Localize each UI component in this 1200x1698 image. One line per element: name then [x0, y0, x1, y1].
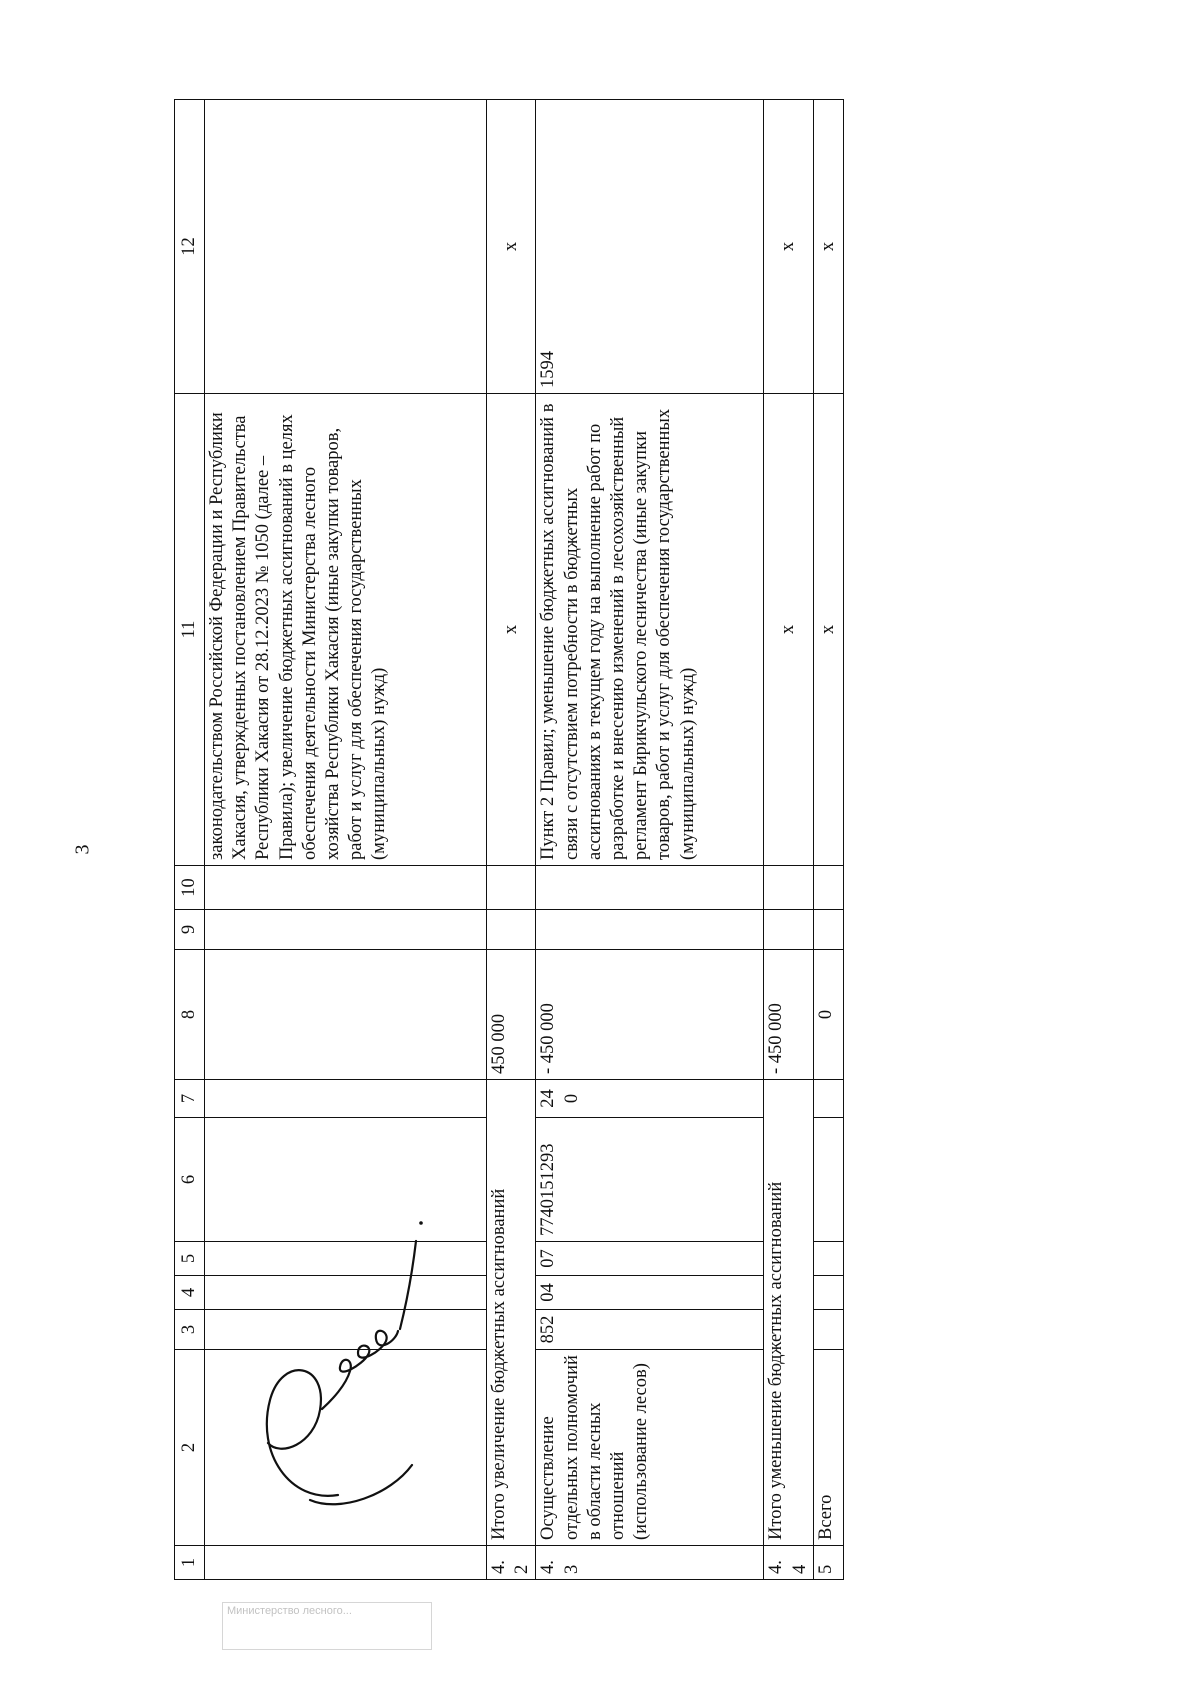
amount-cell: 450 000 [487, 950, 536, 1080]
code-cell: 852 [536, 1310, 764, 1350]
table-row [813, 100, 843, 1580]
header-cell: 3 [175, 1310, 205, 1350]
justification-cell: х [487, 394, 536, 866]
row-number: 5 [813, 1546, 843, 1580]
amount-cell: 0 [813, 950, 843, 1080]
header-cell: 2 [175, 1350, 205, 1546]
header-cell: 9 [175, 910, 205, 950]
header-cell: 7 [175, 1080, 205, 1118]
header-cell: 8 [175, 950, 205, 1080]
header-cell: 11 [175, 394, 205, 866]
code-cell: 240 [536, 1080, 764, 1118]
justification-cell: х [764, 394, 813, 866]
header-cell: 1 [175, 1546, 205, 1580]
header-cell: 12 [175, 100, 205, 394]
code-cell: 07 [536, 1242, 764, 1276]
table-row [487, 100, 536, 1580]
note-cell: х [813, 100, 843, 394]
justification-cell: Пункт 2 Правил; уменьшение бюджетных ассигнований в связи с отсутствием потребности в бюджетных ассигнованиях в текущем году на выполнение работ по разработке и внесению изменений в лесохозяйственный регламент Бирикчульского лесничества (иные закупки товаров, работ и услуг для обеспечения государственных (муниципальных) нужд) [536, 394, 764, 866]
note-cell: х [487, 100, 536, 394]
table-row [764, 100, 813, 1580]
item-name: Осуществление отдельных полномочий в области лесных отношений (использование лесов) [536, 1350, 764, 1546]
row-number: 4.3 [536, 1546, 764, 1580]
header-cell: 6 [175, 1118, 205, 1242]
page-number: 3 [71, 844, 94, 855]
stamp-mark: Министерство лесного... [222, 1602, 432, 1650]
header-cell: 4 [175, 1276, 205, 1310]
amount-cell: - 450 000 [764, 950, 813, 1080]
row-number: 4.4 [764, 1546, 813, 1580]
header-row [175, 100, 205, 1580]
amount-cell: - 450 000 [536, 950, 764, 1080]
header-cell: 5 [175, 1242, 205, 1276]
signature [250, 1195, 430, 1525]
justification-cell: х [813, 394, 843, 866]
code-cell: 7740151293 [536, 1118, 764, 1242]
row-label: Всего [813, 1350, 843, 1546]
note-cell: 1594 [536, 100, 764, 394]
row-label: Итого увеличение бюджетных ассигнований [487, 1080, 536, 1546]
row-label: Итого уменьшение бюджетных ассигнований [764, 1080, 813, 1546]
note-cell: х [764, 100, 813, 394]
header-cell: 10 [175, 866, 205, 910]
code-cell: 04 [536, 1276, 764, 1310]
justification-cell: законодательством Российской Федерации и Республики Хакасия, утвержденных постановлением Правительства Республики Хакасия от 28.12.2023 № 1050 (далее – Правила); увеличение бюджетных ассигнований в целях обеспечения деятельности Министерства лесного хозяйства Республики Хакасия (иные закупки товаров, работ и услуг для обеспечения государственных (муниципальных) нужд) [205, 394, 487, 866]
row-number: 4.2 [487, 1546, 536, 1580]
table-row [536, 100, 764, 1580]
